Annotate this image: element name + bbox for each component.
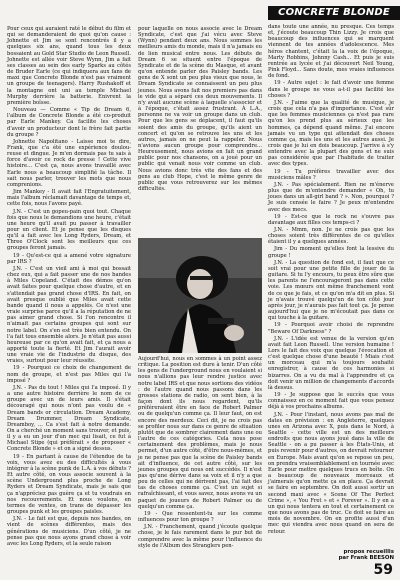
question: 19 - Je suppose que le succès que vous connaissez en ce moment fait que vous pensez déjà à vos prochains albums. bbox=[268, 392, 394, 411]
answer: J.N. - Pas du tout ! Miles qui l'a imposé. Il y a une autre histoire derrière le nom de ce groupe avec un de leurs amis. Il s'était découragé qui nous n'ont pas voulu de « Dream bands or circulation. Dream Academy, Dream Drummer, Dream Syndicate, Dreamboy, ... Ca s'est fait à notre demande. On a cherché un moment sans trouver, et puis, il y a eu un jour d'un mec qui lisait, ce fut à Michael Stipe (qui préférait » de proposer « Concrete Blonde » et on a signé dessus. bbox=[7, 384, 131, 453]
question: 19 - En partant à cause de l'étendue de ta voix, vous avez eu des difficultés à vous intégrer à la scène punk de L.A. à vos débuts ? Et autre côté, on vous associe souvent à la scène Underground plus proche de Long Ryders et Dream Syndicate, mais je sais que ça n'appréciez pas guère ça et tu voudrais en nos recouvrements. Et nous voulons, en termes de ventes, on trans de dépasser les groupes punk et les groupes paisles. bbox=[7, 453, 131, 516]
answer: J.N. - J'aime que la qualité de musique, je crois que cela n'a pas d'importance. C'est sûr que les femmes musiciennes ça n'est pas rare qu'on les prend plus au sérieux que les hommes, ça dépend quand même. J'ai encore jamais vu un type qui attendait des choses comme ça, mais les uns et les autres aussi. Je crois que je lui en dois beaucoup. J'arrive à s'y entendre avec la plupart des gens et ne suis pas considérée que par l'habitude de traiter avec des types. bbox=[268, 99, 394, 168]
answer: Jim Mankey - Il avait fait l'Engratuitement, mais l'album réclamait davantage de temps et, cette fois, nous l'avons payé. bbox=[7, 189, 131, 208]
question: 19 - Pourquoi avoir choisi de reprendre "Beware Of Darkness" ? bbox=[268, 322, 394, 335]
article-column-1 bbox=[7, 26, 131, 548]
question: 19 - Autre sujet : le fait d'avoir une femme dans le groupe ne vous a-t-il pas facilité les choses ? bbox=[268, 80, 394, 99]
interview-credit bbox=[268, 549, 394, 562]
article-column-3 bbox=[268, 24, 394, 536]
credit-line-2: par Frank BEESON bbox=[338, 555, 394, 562]
page-number: 59 bbox=[373, 562, 393, 578]
question: 19 - Pourquoi ce choix de changement de nom de groupe, et n'est pas Miles qui l'a imposé ? bbox=[7, 365, 131, 384]
paragraph: pour laquelle on nous associe avec le Dream Syndicate, c'est que j'ai vécu avec Steve (Wynn) pendant deux ans. Nous sommes les meilleurs amis du monde, mais il n'a jamais eu de lien musical entre nous. Les débuts de Dream 6 se situent entre l'époque de Syndicate et de la scène du Masque, et avant qu'on entende parler des Paisley bands. Les gens de X sont un peu plus vieux que nous, le Dream Syndicate se connaissent un peu plus jeunes. Nous avons fait nos premiers pas dans le vide qui a séparé ces deux mouvements. Il n'y avait aucune scène à laquelle s'associer et à l'époque, c'était assez frustrant. À L.A., personne ne va voir un groupe dans un club. Pour que les gens se déplacent, il faut qu'ils soient des amis du groupe, qu'ils aient un concert et qu'on se retrouve les uns et les autres, jamais on ne peut la rappeler. Nous n'avions aucun groupe pour comprendre... Heureusement, nous avions en fait un grand public pour nos chansons, on a joué pour un public qui venait nous voir comme un club. Nous avions donc très vite des fans et des gens au club Hope, c'est le même genre de public que vous retrouverez sur les mêmes difficultés. bbox=[138, 26, 262, 193]
article-column-2-top bbox=[138, 26, 262, 193]
answer: J.N. - Mmm, non. Je ne crois pas que les choses soient très différentes de ce qu'elles étaient il y a quelques années. bbox=[268, 227, 394, 246]
photo-illustration bbox=[138, 238, 262, 353]
paragraph: Aujourd'hui, nous en sommes à un point assez critique. La position est dure à tenir. D'un côté les gens de l'underground nous en voulaient si nous n'allions pas leur rendre justice avec notre label IRS et que nous sortions des vidéos : de l'autre quand nous passons dans les grosses stations de radio, on sent bien, à la façon dont ils nous regardent, qu'ils préféreraient être en face de Robert Palmer ou de quelqu'un comme ça. Il leur faut, on est encore des merdeux. Ceci dit, je ne crois pas se profiler nous sur dans ce genre de situation plutôt que de sombrer clairement dans une ou l'autre de ces catégories. Cela nous pose certainement des problèmes, mais je nous permet, d'un autre côté, d'être nous-mêmes, et je ne pense pas que la scène de Paisley bands ait d'influence, de cet autre côté, sur les jeunes groupes qui nous ont succédés. Il n'est pas qu'une dérive dans sa voix et il n'y a que peu de celles qui ne dérivent pas, l'ai fait des tas de choses comme ça. C'est un sujet si rafraîchissant, et vous savez, nous avons vu un paquet de joueurs de Robert Palmer ou de quelqu'un comme ça. bbox=[138, 356, 262, 510]
answer: J.N. - C'est un gopeu-pain quoi tout. Chaque fois que nous le demandions une heure, c'était une heure qu'il avait pu passer à travailler pour un client. Et je pense que les disques qu'il a fait avec les Long Ryders, Dream, et Three O'Clock sont les meilleurs que ces groupes feront jamais. bbox=[7, 208, 131, 252]
paragraph: Pour ceux qui auraient raté le début du film et qui se demanderaient de quoi qu'on cause : Johnette et Jim se sont rencontrés il y a quelques six ans, quand tous les deux bossaient au Gold Star Studio de Leon Russell. Johnette est allée voir Steve Wynn, Jim a fait ses classes au sein des early Sparks au côtés de Bruder Earle (ce qui indiquera aux fans de maxi que Concrete Blonde n'est pas vraiment un groupe de teenagers). Harry Rushakoff et la montagne ont uni au temple Michael Murphy derrière la batterie. Enivrent la première boîsse. bbox=[7, 26, 131, 106]
answer: Jim - Du moment qu'elles font la lessive du groupe ! bbox=[268, 246, 394, 259]
answer: J.N. - Franchement, quand j'écoute quelque chose, je le fais rarement dans le pur but de comprendre avec la même pour l'influence du style de l'Album des Stranglers pen- bbox=[138, 524, 262, 549]
answer: J.N. - C'est un vieil ami à moi qui bossait chez eux, qui a fait passer une de nos bandes à Miles Copeland. C'était des démos qu'on avait faites pour quelque chose d'autre, et en s'attendait pas grand chose d'IRS. En fait, on avait presque oublié que Miles avait cette bande quand il nous a appelés. Ce n'est une vraie surprise parce qu'il a la réputation de ne pas aimer grand chose. Si l'on rencontre il n'aimait pas certains groupes qui sont sur notre label. On s'en est très bien entendu. On l'a fait tous ensemble alors. Je n'était pas aussi heureuse par ce qu'on avait fait, et ça nous a apporté toute la fierté. Et Jim l'aurait avoir une vraie vie de l'industrie du disque, des vraies, surtout pour leur réussite. bbox=[7, 265, 131, 365]
answer: Johnette Napolitano - Laisse moi te dire, Frank, que c'a été une expérience doulou-reuse et dingue. Je m'en dormais pas tu sais à force d'avoir ce rock de presse ! Cette vive histoire... C'est ça, nous avons travaillé avec Earle nous a beaucoup simplifié la tâche. Il sait nous parler, trouver les mots que nous comprenions. bbox=[7, 138, 131, 188]
credit-line-1: propos recueillis bbox=[343, 549, 394, 555]
answer: J.N. - La question de fond est, il faut que ce soit vrai pour une petite fille de jouer de la guitare. Si tu l'y encours, tu peux être sûre que les parents ne l'encourageront pas dans cette voie. Les mœurs ont même franchement vont de ce que je fais, et ce qu'on m'a dit en plus. Si je n'avais trouvé quelqu'un de ton côté jour après jour, je n'aurais pas fait tout ça. Je pense aujourd'hui que je ne m'écoutait pas dans ce qui touche à la guitare. bbox=[268, 259, 394, 322]
answer: J.N. - L'idée est venue de la version qu'en avait fait Leon Russell. Une version humaine ! Lors le fait des voix que quelque l'évocation et c'est quelque chose d'une beauté ! Miais c'est un morceau qui m'a toujours souhaité enregistrer, à cause de ces harmonies si bizarres. On a vu du mal à l'apprendre et ça doit venir un million de changements d'accords là dessus. bbox=[268, 335, 394, 391]
answer: J.N. - Pas spécialement. Rien ne m'énerve plus que de m'entendre demander « Oh, tu joues dans un all-girl band ? ». Non, pourquoi ? Je suis censée le faire ? Je peux m'entendre avec des mecs. bbox=[268, 181, 394, 213]
question: 19 - Que ressentent-tu sur les comme influences pour ton groupe ? bbox=[138, 510, 262, 524]
question: 19 - Tu préfères travailler avec des musiciens mâles ? bbox=[268, 168, 394, 181]
answer: J.N. - Pour l'instant, nous avons pas mal de dates en prévision : en Angleterre, quelques unes en Arizona avec X, puis dans le Nord, à Seattle - cette ville est un des meilleurs endroits que nous ayons joué dans la ville de Seattle - on a pu passer à les États-Unis, et puis revenir pour d'autres, on devrait retourner en Europe. Mais avant qu'on se repose un peu, on prendra vraisemblablement en tournée avec Earle pour mettre quelques trucs en boîte. On a beaucoup de nouveaux morceaux et j'aimerais qu'on mette ça en place. Ça devrait se faire en septembre. On doit aussi sortir un second maxi avec « Scene Of The Perfect Crime », « You Fret » et « Forever ». Il y en a un qui nous tentera en tout et certainement ce que nous avons pas de truc. Ce doit se faire au mois de novembre. On en profite aussi d'un mec qui viendra avec nous quand on sera de retour. bbox=[268, 411, 394, 535]
answer: J.N. - Le fait est que, depuis nos bandes, on vient de scènes différentes, mais des générations de musiciens. D'un côté, je ne pense pas que nous ayons grand chose à voir avec les Long Ryders, et la seule raison bbox=[7, 516, 131, 547]
article-column-2-bottom bbox=[138, 356, 262, 550]
question: 19 - Qu'est-ce qui a amené votre signature par IRS ? bbox=[7, 252, 131, 265]
paragraph: dans toute une année, nu presque. Ces temps et, j'écoute beaucoup Thin Lizzy. Je crois que beaucoup des influences qui se marquent viennent de tes années d'adolescence. Mes héros chantent, c'était la la voix de l'époque, Marty Robbins, Johnny Cash... Et puis je suis rentrée au lycée et j'ai découvert Neil Young, Pink Floyd... Sans doute, mes vraies influences de fond. bbox=[268, 24, 394, 80]
page-header-title: CONCRETE BLONDE bbox=[278, 7, 390, 18]
question: 19 - Est-ce que le rock ne s'ouvre pas davantage aux filles ces temps-ci ? bbox=[268, 213, 394, 226]
band-photo bbox=[138, 238, 262, 353]
question: Nouveau — Comme « Tip de Dream 6, l'album de Concrete Blonde a été co-produit par Earle Mankey. Ca facilite les choses d'avoir un producteur dont le frère fait partie du groupe ? bbox=[7, 107, 131, 138]
